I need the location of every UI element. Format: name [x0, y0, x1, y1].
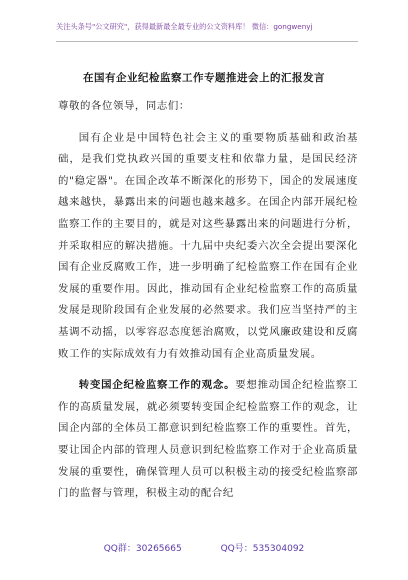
document-title: 在国有企业纪检监察工作专题推进会上的汇报发言 [83, 72, 325, 84]
document-body [58, 96, 358, 505]
paragraph-2-text: 要想推动国企纪检监察工作的高质量发展，就必须要转变国企纪检监察工作的观念，让国企内部的全体员工都意识到纪检监察工作的重要性。首先，要让国企内部的管理人员意识到纪检监察工作对于企业高质量发展的重要性，确保管理人员可以积极主动的接受纪检监察部门的监督与管理，积极主动的配合纪 [58, 379, 358, 500]
paragraph-2 [58, 375, 358, 505]
paragraph-1: 国有企业是中国特色社会主义的重要物质基础和政治基础，是我们党执政兴国的重要支柱和依靠力量，是国民经济的"稳定器"。在国企改革不断深化的形势下，国企的发展速度越来越快，暴露出来的问题也越来越多。在国企内部开展纪检监察工作的主要目的，就是对这些暴露出来的问题进行分析，并采取相应的解决措施。十九届中央纪委六次全会提出要深化国有企业反腐败工作，进一步明确了纪检监察工作在国有企业发展的重要作用。因此，推动国有企业纪检监察工作的高质量发展是现阶段国有企业发展的必然要求。我们应当坚持严的主基调不动摇，以零容忍态度惩治腐败，以党风廉政建设和反腐败工作的实际成效有力有效推动国有企业高质量发展。 [58, 131, 358, 360]
footer-qq-group: QQ群：30265665 [103, 544, 182, 554]
footer-contact [0, 541, 408, 554]
paragraph-2-heading: 转变国企纪检监察工作的观念。 [78, 379, 236, 392]
footer-qq-number: QQ号：535304092 [220, 544, 305, 554]
greeting: 尊敬的各位领导，同志们： [58, 100, 190, 112]
header-divider [56, 41, 358, 42]
header-banner: 关注头条号"公文研究"，获得最新最全最专业的公文资料库！ 微信：gongwenyj [56, 22, 313, 31]
